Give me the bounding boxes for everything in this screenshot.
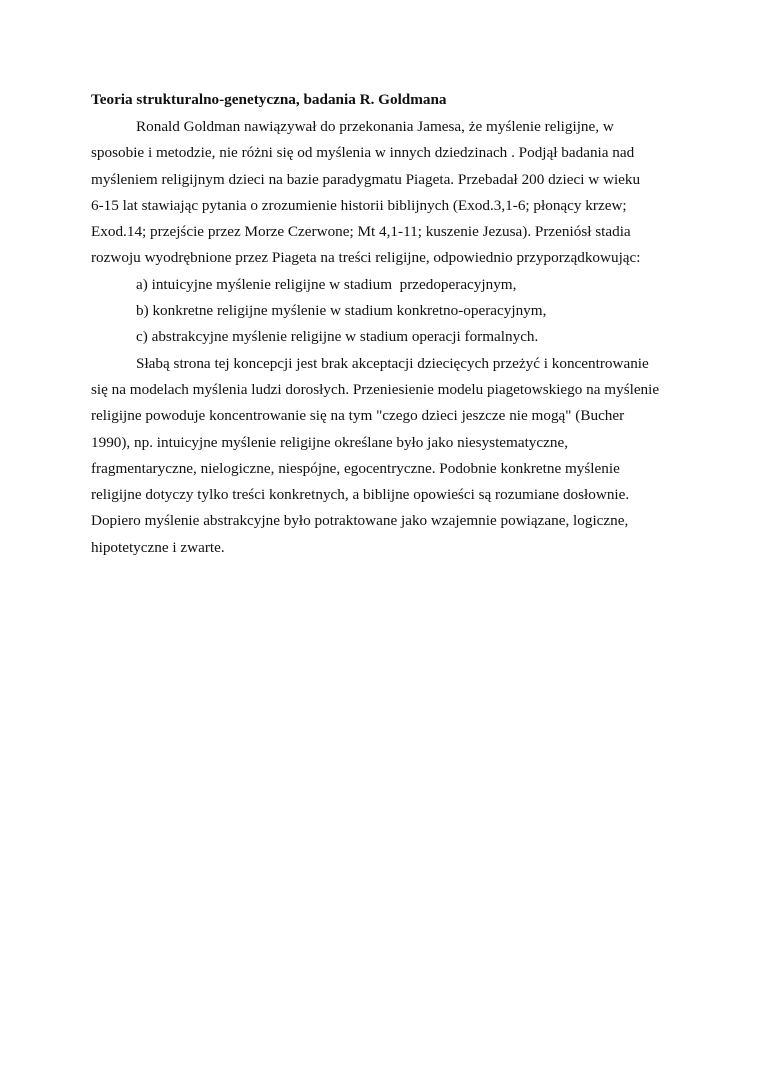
paragraph-line: Exod.14; przejście przez Morze Czerwone; Mt 4,1-11; kuszenie Jezusa). Przeniósł stadia <box>91 223 631 241</box>
paragraph-line: się na modelach myślenia ludzi dorosłych. Przeniesienie modelu piagetowskiego na myślenie <box>91 380 660 398</box>
paragraph-line: 6-15 lat stawiając pytania o zrozumienie historii biblijnych (Exod.3,1-6; płonący krzew; <box>91 196 627 214</box>
list-item: b) konkretne religijne myślenie w stadium konkretno-operacyjnym, <box>136 302 547 320</box>
document-heading: Teoria strukturalno-genetyczna, badania R. Goldmana <box>91 91 447 108</box>
list-item: c) abstrakcyjne myślenie religijne w stadium operacji formalnych. <box>136 328 539 346</box>
paragraph-line: sposobie i metodzie, nie różni się od myślenia w innych dziedzinach . Podjął badania nad <box>91 144 635 162</box>
document-page <box>91 90 671 561</box>
paragraph-line: 1990), np. intuicyjne myślenie religijne określane było jako niesystematyczne, <box>91 433 569 451</box>
paragraph-line: Dopiero myślenie abstrakcyjne było potraktowane jako wzajemnie powiązane, logiczne, <box>91 512 629 530</box>
paragraph-line: religijne powoduje koncentrowanie się na tym "czego dzieci jeszcze nie mogą" (Bucher <box>91 407 625 425</box>
paragraph-line: fragmentaryczne, nielogiczne, niespójne, egocentryczne. Podobnie konkretne myślenie <box>91 459 620 477</box>
paragraph-line: hipotetyczne i zwarte. <box>91 538 225 556</box>
paragraph-line: Ronald Goldman nawiązywał do przekonania Jamesa, że myślenie religijne, w <box>136 118 614 135</box>
paragraph-line: religijne dotyczy tylko treści konkretnych, a biblijne opowieści są rozumiane dosłownie. <box>91 486 630 504</box>
paragraph-line: Słabą strona tej koncepcji jest brak akceptacji dziecięcych przeżyć i koncentrowanie <box>136 354 649 372</box>
paragraph-line: rozwoju wyodrębnione przez Piageta na treści religijne, odpowiednio przyporządkowując: <box>91 249 641 267</box>
paragraph-line: myśleniem religijnym dzieci na bazie paradygmatu Piageta. Przebadał 200 dzieci w wieku <box>91 170 641 188</box>
list-item: a) intuicyjne myślenie religijne w stadium przedoperacyjnym, <box>136 275 517 293</box>
